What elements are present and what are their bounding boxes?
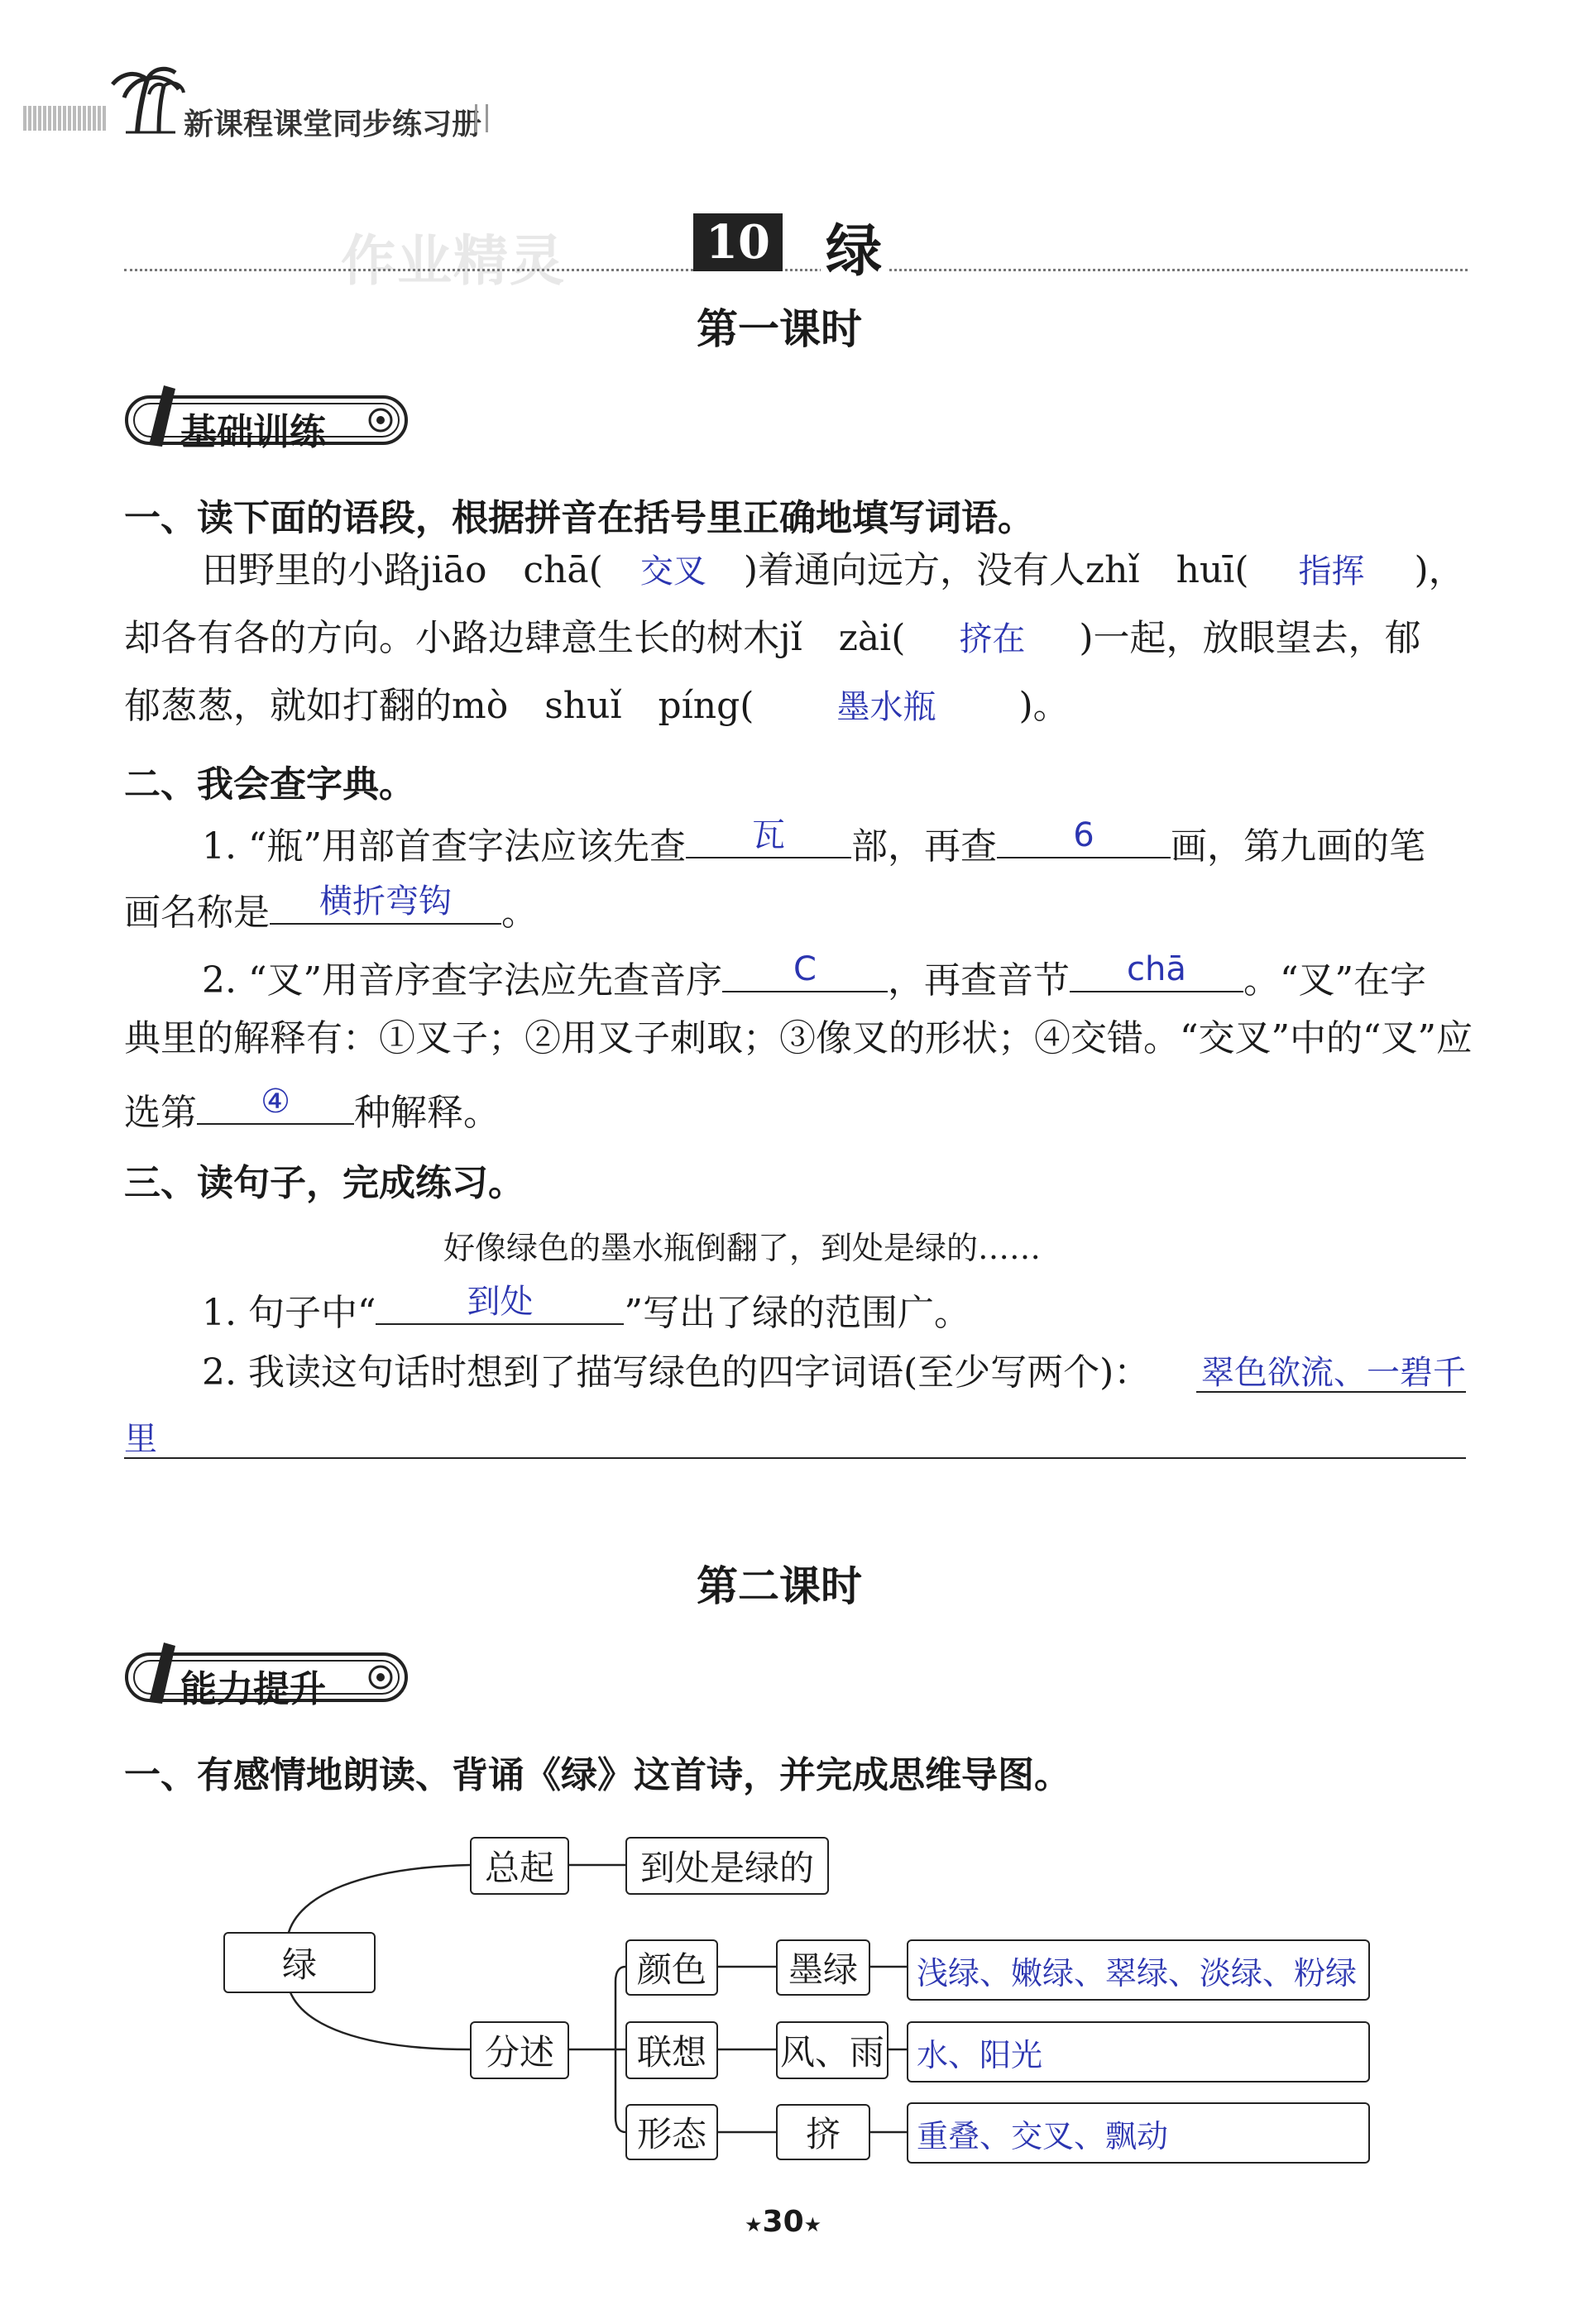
mindmap-answer-color: 浅绿、嫩绿、翠绿、淡绿、粉绿 [907, 1939, 1370, 2001]
mindmap-detail: 分述 [470, 2021, 569, 2079]
q2-text: ，再查音节 [887, 959, 1070, 1002]
q2-text: 。“叉”在字 [1243, 959, 1426, 1002]
answer-four-char-words-cont: 里 [124, 1420, 157, 1458]
q1-text: )着通向远方，没有人zhǐ huī( [743, 549, 1249, 591]
mindmap-key-color: 墨绿 [776, 1939, 870, 1996]
q2-text: 种解释。 [354, 1092, 500, 1134]
mindmap-general: 总起 [470, 1837, 569, 1895]
mindmap-root: 绿 [223, 1932, 376, 1993]
book-title: 新课程课堂同步练习册 [184, 108, 482, 141]
q3-text: 1. 句子中“ [202, 1292, 376, 1334]
q3-text: 2. 我读这句话时想到了描写绿色的四字词语(至少写两个)： [202, 1351, 1151, 1394]
q1-text: )。 [1018, 685, 1070, 727]
mindmap-key-association: 风、雨 [776, 2021, 889, 2079]
q2-text: 部，再查 [850, 825, 997, 868]
q1-text: 郁葱葱，就如打翻的mò shuǐ píng( [124, 685, 754, 727]
page-number-text: 30 [762, 2205, 804, 2239]
answer-jiaocha: 交叉 [639, 552, 706, 591]
q2-text: 选第 [124, 1092, 197, 1134]
mindmap-key-shape: 挤 [776, 2104, 870, 2160]
answer-strokes: 6 [1073, 816, 1094, 854]
q1-text: )一起，放眼望去，郁 [1079, 617, 1421, 659]
lesson-title: 绿 [821, 207, 887, 287]
q2-text: 典里的解释有：①叉子；②用叉子刺取；③像叉的形状；④交错。“交叉”中的“叉”应 [124, 1017, 1473, 1059]
answer-four-char-words: 翠色欲流、一碧千 [1201, 1354, 1466, 1392]
q2-text: 画名称是 [124, 892, 270, 934]
q1-text: )， [1414, 549, 1465, 591]
lesson-number-text: 10 [706, 215, 770, 270]
q2-text: 1. “瓶”用部首查字法应该先查 [202, 825, 686, 868]
mindmap-aspect-shape: 形态 [625, 2104, 718, 2160]
q3-text: ”写出了绿的范围广。 [624, 1292, 970, 1334]
answer-stroke-name: 横折弯钩 [319, 882, 452, 921]
answer-jizai: 挤在 [959, 620, 1026, 658]
q1-text: 却各有各的方向。小路边肆意生长的树木jǐ zài( [124, 617, 906, 659]
mindmap-answer-shape: 重叠、交叉、飘动 [907, 2102, 1370, 2164]
answer-scope-word: 到处 [467, 1283, 534, 1321]
mindmap-answer-association: 水、阳光 [907, 2021, 1370, 2083]
session1-title: 第一课时 [697, 305, 862, 353]
page-number [745, 2205, 821, 2239]
answer-letter: C [793, 950, 817, 988]
mindmap-general-content: 到处是绿的 [625, 1837, 829, 1895]
watermark: 作业精灵 [341, 229, 566, 293]
session2-title: 第二课时 [697, 1562, 862, 1610]
answer-moshuiping: 墨水瓶 [836, 688, 936, 726]
s2-q1-title: 一、有感情地朗读、背诵《绿》这首诗，并完成思维导图。 [124, 1754, 1071, 1796]
badge-label: 能力提升 [180, 1668, 326, 1710]
q2-text: 。 [501, 892, 538, 934]
q1-title: 一、读下面的语段，根据拼音在括号里正确地填写词语。 [124, 497, 1034, 539]
q3-sentence: 好像绿色的墨水瓶倒翻了，到处是绿的…… [443, 1230, 1042, 1266]
q2-text: 画，第九画的笔 [1170, 825, 1425, 868]
mindmap-aspect-color: 颜色 [625, 1939, 718, 1996]
answer-zhihui: 指挥 [1298, 552, 1365, 591]
star-icon: ★ [803, 2213, 822, 2236]
answer-syllable: chā [1127, 950, 1186, 988]
answer-radical: 瓦 [751, 816, 785, 854]
q3-title: 三、读句子，完成练习。 [124, 1162, 524, 1204]
q2-title: 二、我会查字典。 [124, 763, 415, 806]
badge-label: 基础训练 [180, 411, 326, 453]
q1-text: 田野里的小路jiāo chā( [202, 549, 603, 591]
q2-text: 2. “叉”用音序查字法应先查音序 [202, 959, 722, 1002]
mindmap-aspect-association: 联想 [625, 2021, 718, 2079]
answer-meaning: ④ [261, 1083, 290, 1121]
star-icon: ★ [745, 2213, 763, 2236]
